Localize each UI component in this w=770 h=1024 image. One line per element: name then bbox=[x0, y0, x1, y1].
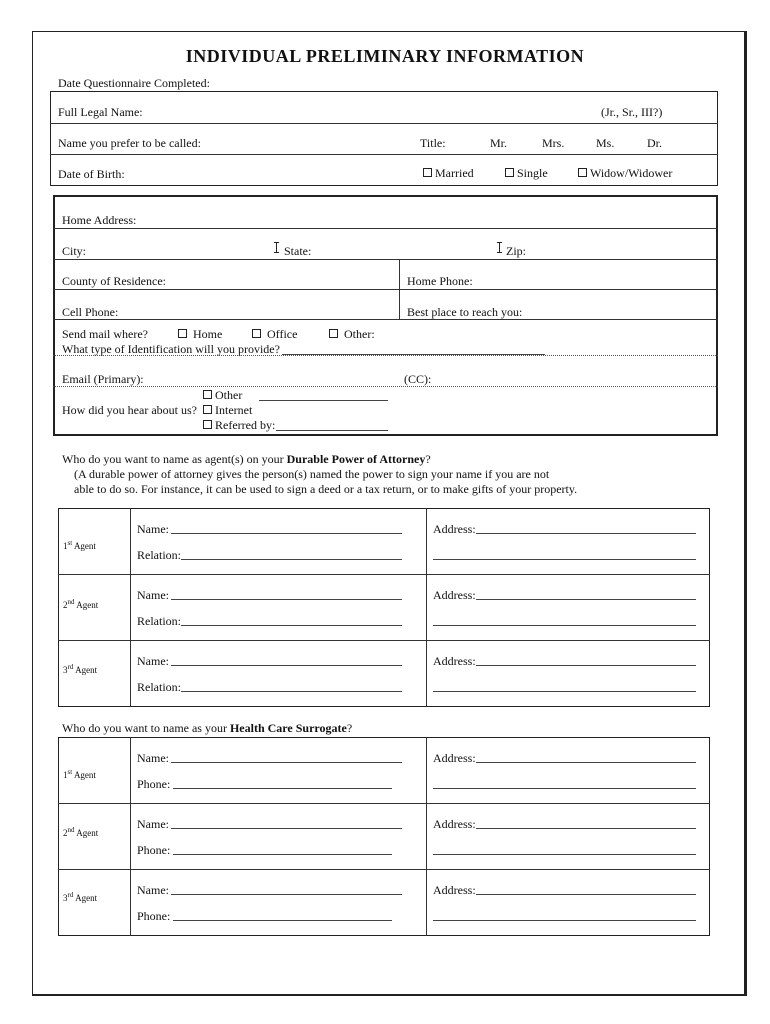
row-divider bbox=[58, 869, 710, 870]
checkbox-icon bbox=[252, 329, 261, 338]
hcs-agent-2-address-label: Address: bbox=[433, 817, 476, 831]
hcs-agent-3-name-label: Name: bbox=[137, 883, 169, 897]
hcs-agent-3-phone-line[interactable] bbox=[173, 920, 392, 921]
hcs-agent-1-phone-label: Phone: bbox=[137, 777, 171, 791]
hcs-question: Who do you want to name as your Health Care Surrogate? bbox=[62, 721, 353, 735]
poa-agent-2-address-line-2[interactable] bbox=[433, 625, 696, 626]
title-option-mr[interactable]: Mr. bbox=[490, 136, 508, 150]
hcs-agent-1-address-label: Address: bbox=[433, 751, 476, 765]
hear-referred-label: Referred by: bbox=[215, 418, 276, 432]
poa-agent-1-name-label: Name: bbox=[137, 522, 169, 536]
hcs-agent-3-label: 3rd Agent bbox=[63, 891, 98, 903]
hear-referred-line[interactable] bbox=[276, 430, 388, 431]
poa-agent-3-address-label: Address: bbox=[433, 654, 476, 668]
column-divider bbox=[399, 259, 400, 319]
poa-agent-1-address-line-2[interactable] bbox=[433, 559, 696, 560]
hcs-agent-2-address-line[interactable] bbox=[476, 828, 696, 829]
county-field[interactable]: County of Residence: bbox=[62, 274, 166, 288]
best-place-field[interactable]: Best place to reach you: bbox=[407, 305, 523, 319]
poa-explanation-line-2: able to do so. For instance, it can be used to sign a deed or a tax return, or to make gifts of your property. bbox=[74, 482, 578, 496]
divider bbox=[53, 228, 718, 229]
column-divider bbox=[426, 737, 427, 936]
row-divider bbox=[58, 803, 710, 804]
column-divider bbox=[130, 508, 131, 707]
checkbox-icon bbox=[578, 168, 587, 177]
divider bbox=[50, 123, 718, 124]
poa-agent-2-name-line[interactable] bbox=[171, 599, 402, 600]
title-option-dr[interactable]: Dr. bbox=[647, 136, 662, 150]
hcs-agent-1-name-label: Name: bbox=[137, 751, 169, 765]
text-cursor-icon bbox=[497, 242, 502, 253]
checkbox-icon bbox=[203, 420, 212, 429]
poa-agent-3-address-line[interactable] bbox=[476, 665, 696, 666]
checkbox-icon bbox=[178, 329, 187, 338]
poa-agent-1-label: 1st Agent bbox=[63, 539, 96, 551]
hcs-agent-2-phone-label: Phone: bbox=[137, 843, 171, 857]
mail-home-checkbox[interactable] bbox=[178, 327, 222, 342]
hear-about-label: How did you hear about us? bbox=[62, 403, 197, 417]
widow-label: Widow/Widower bbox=[590, 166, 673, 180]
single-checkbox[interactable] bbox=[505, 166, 548, 181]
send-mail-label: Send mail where? bbox=[62, 327, 148, 341]
poa-agent-1-address-label: Address: bbox=[433, 522, 476, 536]
hcs-agent-2-address-line-2[interactable] bbox=[433, 854, 696, 855]
state-field[interactable]: State: bbox=[284, 244, 312, 258]
title-label: Title: bbox=[420, 136, 446, 150]
hcs-agent-3-address-line-2[interactable] bbox=[433, 920, 696, 921]
checkbox-icon bbox=[505, 168, 514, 177]
column-divider bbox=[426, 508, 427, 707]
divider bbox=[53, 319, 718, 320]
poa-agent-2-name-label: Name: bbox=[137, 588, 169, 602]
hcs-agent-1-phone-line[interactable] bbox=[173, 788, 392, 789]
home-phone-field[interactable]: Home Phone: bbox=[407, 274, 473, 288]
preferred-name-field[interactable]: Name you prefer to be called: bbox=[58, 136, 201, 150]
poa-agents-table bbox=[58, 508, 710, 707]
poa-agent-3-relation-line[interactable] bbox=[181, 691, 402, 692]
checkbox-icon bbox=[203, 405, 212, 414]
mail-office-checkbox[interactable] bbox=[252, 327, 297, 342]
identification-line[interactable] bbox=[282, 354, 545, 355]
poa-agent-2-relation-label: Relation: bbox=[137, 614, 181, 628]
title-option-mrs[interactable]: Mrs. bbox=[542, 136, 565, 150]
hcs-agent-3-address-label: Address: bbox=[433, 883, 476, 897]
cell-phone-field[interactable]: Cell Phone: bbox=[62, 305, 119, 319]
date-completed-label: Date Questionnaire Completed: bbox=[58, 76, 210, 90]
column-divider bbox=[130, 737, 131, 936]
divider bbox=[53, 259, 718, 260]
hcs-agent-3-address-line[interactable] bbox=[476, 894, 696, 895]
checkbox-icon bbox=[203, 390, 212, 399]
row-divider bbox=[58, 574, 710, 575]
poa-agent-3-name-label: Name: bbox=[137, 654, 169, 668]
poa-question: Who do you want to name as agent(s) on your Durable Power of Attorney? bbox=[62, 452, 431, 466]
poa-agent-3-name-line[interactable] bbox=[171, 665, 402, 666]
mail-office-label: Office bbox=[267, 327, 298, 341]
single-label: Single bbox=[517, 166, 548, 180]
hear-other-label: Other bbox=[215, 388, 243, 402]
hcs-agent-2-name-line[interactable] bbox=[171, 828, 402, 829]
poa-agent-1-address-line[interactable] bbox=[476, 533, 696, 534]
title-option-ms[interactable]: Ms. bbox=[596, 136, 615, 150]
checkbox-icon bbox=[423, 168, 432, 177]
mail-other-label: Other: bbox=[344, 327, 375, 341]
poa-agent-2-relation-line[interactable] bbox=[181, 625, 402, 626]
poa-agent-3-address-line-2[interactable] bbox=[433, 691, 696, 692]
hear-other-line[interactable] bbox=[259, 400, 388, 401]
hear-referred-checkbox[interactable] bbox=[203, 418, 275, 433]
suffix-hint: (Jr., Sr., III?) bbox=[601, 105, 663, 119]
poa-agent-2-address-label: Address: bbox=[433, 588, 476, 602]
hcs-agent-1-label: 1st Agent bbox=[63, 768, 96, 780]
poa-agent-2-address-line[interactable] bbox=[476, 599, 696, 600]
form-title: INDIVIDUAL PRELIMINARY INFORMATION bbox=[185, 46, 585, 66]
hcs-agent-2-name-label: Name: bbox=[137, 817, 169, 831]
poa-agent-1-name-line[interactable] bbox=[171, 533, 402, 534]
hcs-agent-1-address-line[interactable] bbox=[476, 762, 696, 763]
mail-other-checkbox[interactable] bbox=[329, 327, 375, 342]
zip-field[interactable]: Zip: bbox=[506, 244, 526, 258]
email-cc-field[interactable]: (CC): bbox=[404, 372, 432, 386]
hcs-agent-1-address-line-2[interactable] bbox=[433, 788, 696, 789]
divider bbox=[53, 289, 718, 290]
poa-agent-2-label: 2nd Agent bbox=[63, 598, 99, 610]
poa-agent-3-label: 3rd Agent bbox=[63, 663, 98, 675]
married-label: Married bbox=[435, 166, 474, 180]
city-field[interactable]: City: bbox=[62, 244, 87, 258]
identification-label: What type of Identification will you provide? bbox=[62, 342, 280, 356]
hcs-agent-3-name-line[interactable] bbox=[171, 894, 402, 895]
poa-explanation-line-1: (A durable power of attorney gives the person(s) named the power to sign your name if you are not bbox=[74, 467, 550, 481]
date-of-birth-field[interactable]: Date of Birth: bbox=[58, 167, 125, 181]
full-legal-name-field[interactable]: Full Legal Name: bbox=[58, 105, 143, 119]
hear-internet-checkbox[interactable] bbox=[203, 403, 252, 418]
text-cursor-icon bbox=[274, 242, 279, 253]
checkbox-icon bbox=[329, 329, 338, 338]
row-divider bbox=[58, 640, 710, 641]
hcs-agent-3-phone-label: Phone: bbox=[137, 909, 171, 923]
home-address-field[interactable]: Home Address: bbox=[62, 213, 137, 227]
poa-agent-3-relation-label: Relation: bbox=[137, 680, 181, 694]
hear-other-checkbox[interactable] bbox=[203, 388, 242, 403]
hear-internet-label: Internet bbox=[215, 403, 253, 417]
email-primary-field[interactable]: Email (Primary): bbox=[62, 372, 144, 386]
hcs-agent-1-name-line[interactable] bbox=[171, 762, 402, 763]
dotted-divider bbox=[53, 386, 718, 387]
married-checkbox[interactable] bbox=[423, 166, 474, 181]
poa-agent-1-relation-line[interactable] bbox=[181, 559, 402, 560]
widow-checkbox[interactable] bbox=[578, 166, 672, 181]
poa-agent-1-relation-label: Relation: bbox=[137, 548, 181, 562]
hcs-agent-2-phone-line[interactable] bbox=[173, 854, 392, 855]
mail-home-label: Home bbox=[193, 327, 223, 341]
hcs-agents-table bbox=[58, 737, 710, 936]
divider bbox=[50, 154, 718, 155]
hcs-agent-2-label: 2nd Agent bbox=[63, 826, 99, 838]
